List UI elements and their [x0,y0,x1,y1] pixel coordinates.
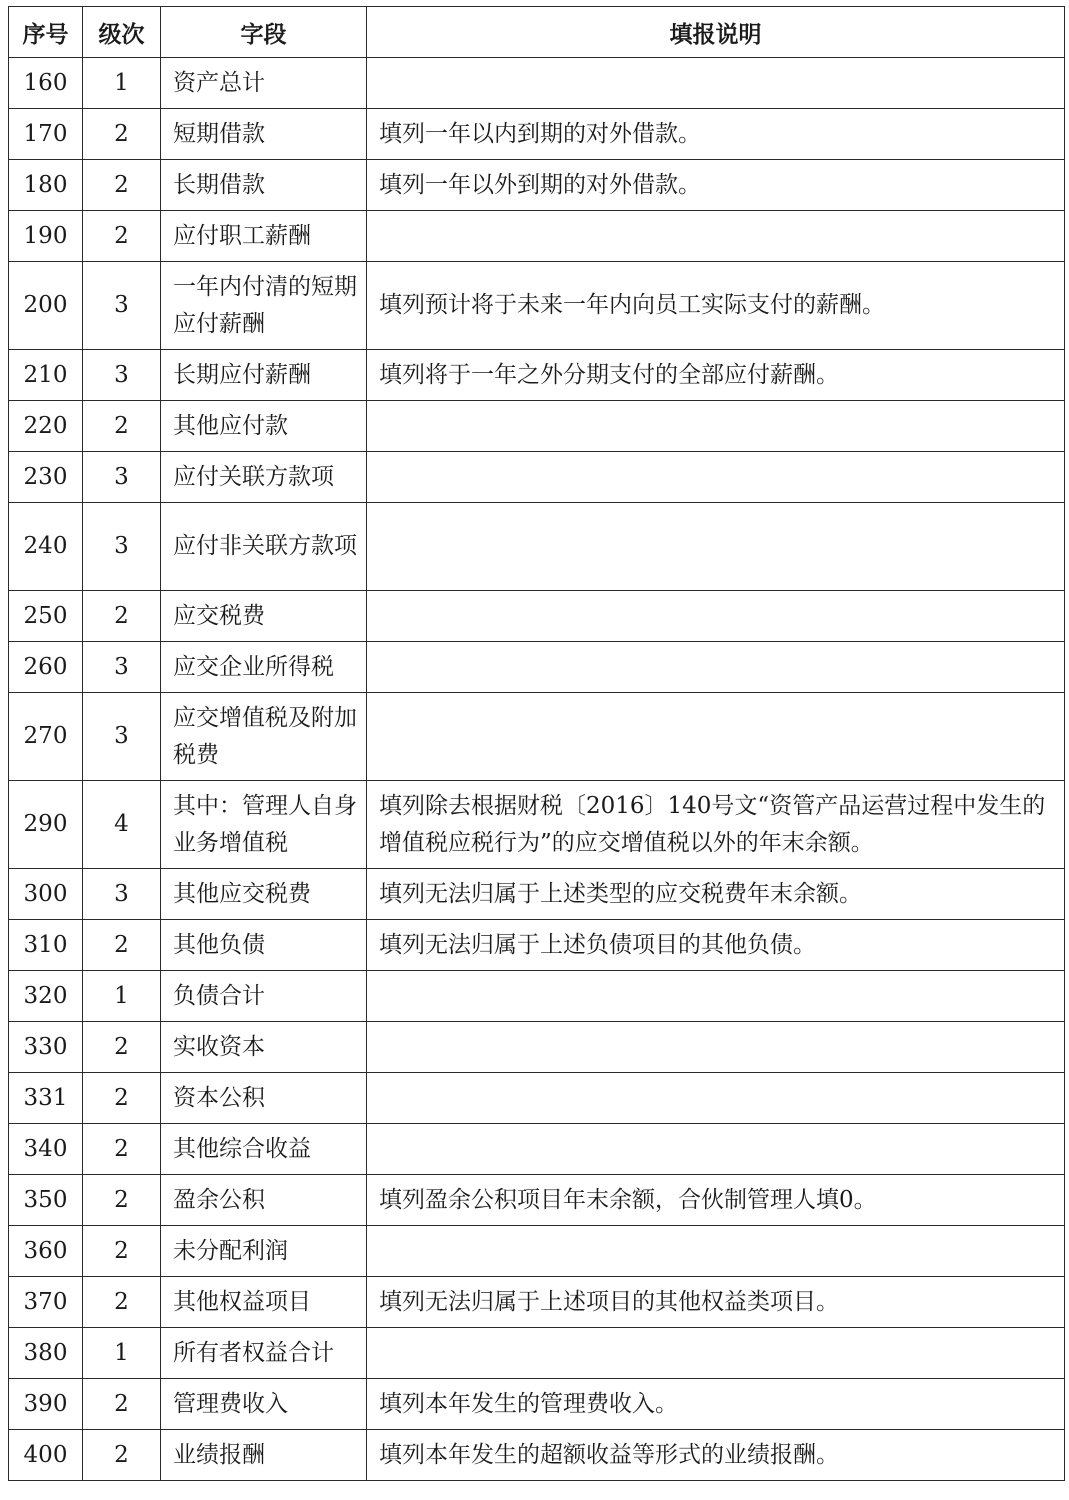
filing-instructions-table [8,6,1065,1481]
row-description [367,1022,1065,1073]
row-level: 3 [83,452,161,503]
row-level: 3 [83,503,161,591]
table-row [9,109,1065,160]
row-seq: 200 [9,262,83,350]
row-level: 2 [83,211,161,262]
row-level: 3 [83,693,161,781]
row-level: 2 [83,1124,161,1175]
row-field: 短期借款 [161,109,367,160]
table-row [9,1022,1065,1073]
row-description: 填列一年以外到期的对外借款。 [367,160,1065,211]
row-level: 2 [83,1379,161,1430]
row-field: 资本公积 [161,1073,367,1124]
row-level: 1 [83,58,161,109]
row-description [367,1124,1065,1175]
header-seq: 序号 [9,7,83,58]
table-body [9,58,1065,1481]
row-description [367,401,1065,452]
table-row [9,58,1065,109]
row-field: 业绩报酬 [161,1430,367,1481]
row-seq: 330 [9,1022,83,1073]
row-level: 2 [83,1073,161,1124]
row-field: 其他应交税费 [161,869,367,920]
row-seq: 400 [9,1430,83,1481]
row-seq: 300 [9,869,83,920]
header-description: 填报说明 [367,7,1065,58]
table-row [9,211,1065,262]
row-field: 实收资本 [161,1022,367,1073]
table-row [9,1124,1065,1175]
row-seq: 250 [9,591,83,642]
row-level: 2 [83,1226,161,1277]
row-level: 2 [83,920,161,971]
table-row [9,1175,1065,1226]
row-field: 应付职工薪酬 [161,211,367,262]
table-row [9,781,1065,869]
table-row [9,642,1065,693]
row-description [367,503,1065,591]
row-level: 3 [83,262,161,350]
row-level: 2 [83,1277,161,1328]
row-description [367,58,1065,109]
row-description: 填列无法归属于上述类型的应交税费年末余额。 [367,869,1065,920]
row-description: 填列本年发生的管理费收入。 [367,1379,1065,1430]
row-level: 3 [83,350,161,401]
row-field: 应交企业所得税 [161,642,367,693]
row-field: 盈余公积 [161,1175,367,1226]
row-level: 2 [83,109,161,160]
table-row [9,401,1065,452]
row-level: 3 [83,642,161,693]
table-row [9,1277,1065,1328]
row-seq: 350 [9,1175,83,1226]
row-level: 4 [83,781,161,869]
row-field: 其他综合收益 [161,1124,367,1175]
table-row [9,1328,1065,1379]
row-seq: 360 [9,1226,83,1277]
row-description: 填列将于一年之外分期支付的全部应付薪酬。 [367,350,1065,401]
row-field: 所有者权益合计 [161,1328,367,1379]
row-seq: 190 [9,211,83,262]
row-seq: 310 [9,920,83,971]
row-field: 应交税费 [161,591,367,642]
row-field: 其他应付款 [161,401,367,452]
row-seq: 290 [9,781,83,869]
table-row [9,693,1065,781]
row-level: 1 [83,1328,161,1379]
row-description [367,642,1065,693]
row-description: 填列盈余公积项目年末余额，合伙制管理人填0。 [367,1175,1065,1226]
row-seq: 340 [9,1124,83,1175]
row-level: 2 [83,160,161,211]
row-description [367,1073,1065,1124]
table-row [9,1430,1065,1481]
table-row [9,160,1065,211]
table-row [9,591,1065,642]
row-seq: 230 [9,452,83,503]
row-seq: 270 [9,693,83,781]
row-field: 应付关联方款项 [161,452,367,503]
row-seq: 390 [9,1379,83,1430]
row-seq: 160 [9,58,83,109]
row-level: 2 [83,1022,161,1073]
row-field: 一年内付清的短期应付薪酬 [161,262,367,350]
row-description: 填列本年发生的超额收益等形式的业绩报酬。 [367,1430,1065,1481]
row-description [367,971,1065,1022]
row-seq: 240 [9,503,83,591]
row-seq: 320 [9,971,83,1022]
row-seq: 370 [9,1277,83,1328]
row-field: 长期借款 [161,160,367,211]
row-description: 填列除去根据财税〔2016〕140号文“资管产品运营过程中发生的增值税应税行为”的应交增值税以外的年末余额。 [367,781,1065,869]
row-seq: 380 [9,1328,83,1379]
row-description: 填列一年以内到期的对外借款。 [367,109,1065,160]
row-field: 未分配利润 [161,1226,367,1277]
row-field: 长期应付薪酬 [161,350,367,401]
row-level: 2 [83,1430,161,1481]
row-description [367,452,1065,503]
row-level: 2 [83,591,161,642]
row-description [367,1226,1065,1277]
row-field: 应付非关联方款项 [161,503,367,591]
table-row [9,452,1065,503]
table-row [9,503,1065,591]
row-description [367,693,1065,781]
row-seq: 180 [9,160,83,211]
row-field: 资产总计 [161,58,367,109]
row-level: 2 [83,1175,161,1226]
row-seq: 260 [9,642,83,693]
table-row [9,971,1065,1022]
row-description [367,1328,1065,1379]
header-level: 级次 [83,7,161,58]
row-field: 负债合计 [161,971,367,1022]
row-seq: 170 [9,109,83,160]
row-level: 2 [83,401,161,452]
row-field: 其他负债 [161,920,367,971]
row-seq: 220 [9,401,83,452]
table-row [9,1226,1065,1277]
row-field: 其他权益项目 [161,1277,367,1328]
table-row [9,1379,1065,1430]
row-seq: 331 [9,1073,83,1124]
table-row [9,1073,1065,1124]
row-description: 填列无法归属于上述负债项目的其他负债。 [367,920,1065,971]
row-field: 其中：管理人自身业务增值税 [161,781,367,869]
table-row [9,920,1065,971]
row-description [367,211,1065,262]
header-field: 字段 [161,7,367,58]
row-level: 3 [83,869,161,920]
row-field: 应交增值税及附加税费 [161,693,367,781]
table-row [9,350,1065,401]
row-description: 填列预计将于未来一年内向员工实际支付的薪酬。 [367,262,1065,350]
table-row [9,262,1065,350]
table-row [9,869,1065,920]
row-description [367,591,1065,642]
row-description: 填列无法归属于上述项目的其他权益类项目。 [367,1277,1065,1328]
row-seq: 210 [9,350,83,401]
row-level: 1 [83,971,161,1022]
table-header [9,7,1065,58]
row-field: 管理费收入 [161,1379,367,1430]
